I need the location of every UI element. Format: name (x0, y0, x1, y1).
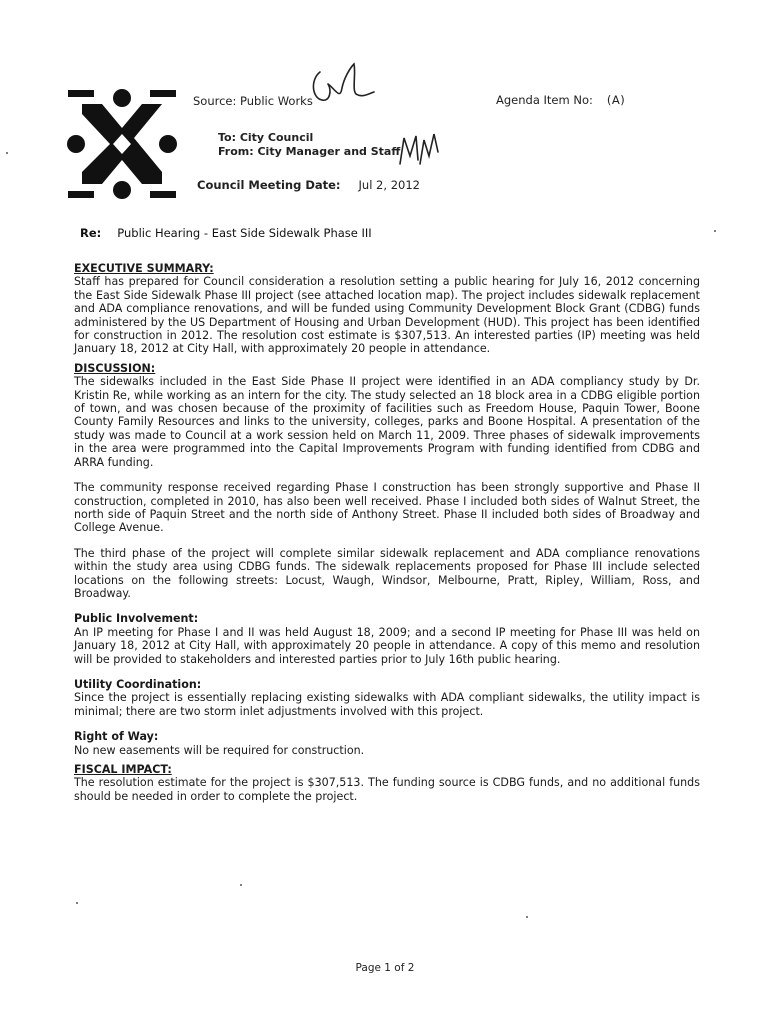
right-of-way-text: No new easements will be required for construction. (74, 743, 365, 757)
fiscal-impact-heading: FISCAL IMPACT: (74, 763, 172, 776)
subject-line (80, 226, 372, 240)
agenda-label: Agenda Item No: (496, 93, 593, 107)
fiscal-impact-text: The resolution estimate for the project is $307,513. The funding source is CDBG funds, and no additional funds should be needed in order to complete the project. (74, 776, 700, 803)
executive-summary-text: Staff has prepared for Council consideration a resolution setting a public hearing for July 16, 2012 concerning the East Side Sidewalk Phase III project (see attached location map). The project includes sidewalk replacement and ADA compliance renovations, and will be funded using Community Development Block Grant (CDBG) funds administered by the US Department of Housing and Urban Development (HUD). This project has been identified for construction in 2012. The resolution cost estimate is $307,513. An interested parties (IP) meeting was held January 18, 2012 at City Hall, with approximately 20 people in attendance. (74, 275, 700, 356)
page-number: Page 1 of 2 (355, 962, 415, 974)
executive-summary-heading: EXECUTIVE SUMMARY: (74, 262, 214, 275)
agenda-value: (A) (606, 93, 626, 107)
from-line: From: City Manager and Staff (218, 145, 401, 158)
subject-text: Public Hearing - East Side Sidewalk Phase III (117, 226, 372, 240)
discussion-paragraph-1: The sidewalks included in the East Side Phase II project were identified in an ADA compliancy study by Dr. Kristin Re, while working as an intern for the city. The study selected an 18 block area in a CDBG eligible portion of town, and was chosen because of the proximity of facilities such as Freedom House, Paquin Tower, Boone County Family Resources and links to the university, colleges, parks and Boone Hospital. A presentation of the study was made to Council at a work session held on March 11, 2009. Three phases of sidewalk improvements in the area were programmed into the Capital Improvements Program with funding identified from CDBG and ARRA funding. (74, 375, 700, 469)
scan-speck (714, 230, 716, 232)
discussion-paragraph-2: The community response received regarding Phase I construction has been strongly supportive and Phase II construction, completed in 2010, has also been well received. Phase I included both sides of Walnut Street, the north side of Paquin Street and the north side of Anthony Street. Phase II included both sides of Broadway and College Avenue. (74, 481, 700, 535)
agenda-item (496, 93, 625, 107)
discussion-heading: DISCUSSION: (74, 361, 156, 375)
meeting-date-value: Jul 2, 2012 (358, 178, 420, 192)
utility-coordination-text: Since the project is essentially replacing existing sidewalks with ADA compliant sidewalks, the utility impact is minimal; there are two storm inlet adjustments involved with this project. (74, 691, 700, 718)
memo-body (74, 262, 700, 803)
scan-speck (76, 902, 78, 904)
right-of-way-heading: Right of Way: (74, 730, 159, 744)
subject-label: Re: (80, 226, 102, 240)
utility-coordination-heading: Utility Coordination: (74, 677, 202, 691)
public-involvement-heading: Public Involvement: (74, 612, 199, 626)
discussion-paragraph-3: The third phase of the project will complete similar sidewalk replacement and ADA compliance renovations within the study area using CDBG funds. The sidewalk replacements proposed for Phase III include selected locations on the following streets: Locust, Waugh, Windsor, Melbourne, Pratt, Ripley, William, Ross, and Broadway. (74, 546, 700, 600)
to-line: To: City Council (218, 131, 314, 144)
city-logo-icon (66, 88, 178, 200)
source-line: Source: Public Works (193, 94, 313, 108)
signature-initials-2 (396, 130, 442, 170)
scan-speck (240, 884, 242, 886)
public-involvement-text: An IP meeting for Phase I and II was held August 18, 2009; and a second IP meeting for Phase III was held on January 18, 2012 at City Hall, with approximately 20 people in attendance. A copy of this memo and resolution will be provided to stakeholders and interested parties prior to July 16th public hearing. (74, 625, 700, 666)
meeting-date-label: Council Meeting Date: (197, 178, 341, 192)
meeting-date-line (197, 178, 420, 192)
signature-initials-1 (308, 60, 378, 108)
scan-speck (526, 916, 528, 918)
scan-speck (6, 152, 8, 154)
